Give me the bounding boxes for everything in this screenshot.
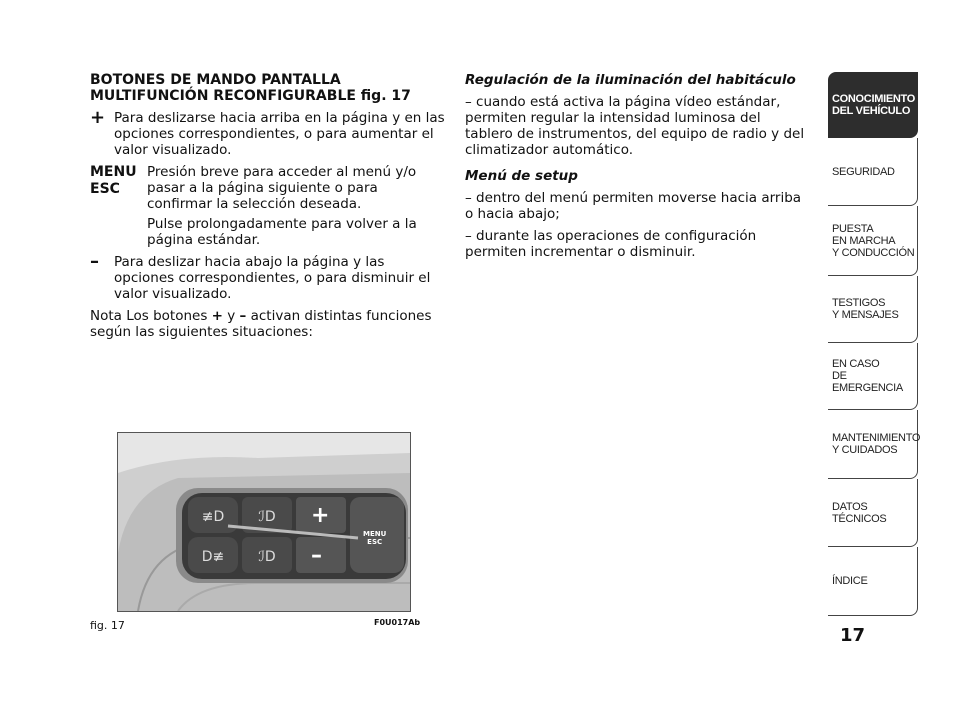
figure-menu-label: MENU [363, 530, 387, 538]
svg-text:≢D: ≢D [201, 509, 225, 525]
lighting-text: – cuando está activa la página vídeo estándar, permiten regular la intensidad luminosa del tablero de instrumentos, del equipo de radio y del climatizador automático. [465, 94, 805, 158]
figure-menu-esc-label [363, 530, 386, 546]
figure-17-illustration [117, 432, 411, 612]
tab-label-line: Y CONDUCCIÓN [832, 246, 915, 259]
tab-label-line: CONOCIMIENTO [832, 93, 915, 105]
tab-puesta-en-marcha[interactable] [828, 206, 918, 276]
menu-description [90, 164, 445, 212]
heading-line-2: MULTIFUNCIÓN RECONFIGURABLE fig. 17 [90, 88, 411, 104]
chapter-sidebar [828, 72, 921, 616]
heading-line-1: BOTONES DE MANDO PANTALLA [90, 72, 341, 88]
note-plus: + [211, 308, 223, 324]
setup-text-2: – durante las operaciones de configuración permiten incrementar o disminuir. [465, 228, 757, 260]
tab-label-line: Y MENSAJES [832, 309, 899, 321]
figure-code: F0U017Ab [374, 618, 421, 627]
plus-description [90, 107, 445, 158]
tab-label-line: SEGURIDAD [832, 165, 895, 178]
minus-description [90, 251, 445, 302]
tab-label-line: EN CASO [832, 358, 880, 370]
menu-text-1: Presión breve para acceder al menú y/o pasar a la página siguiente o para confirmar la selección deseada. [147, 164, 417, 212]
right-column [465, 72, 810, 266]
note-text-3: activan distintas funciones según las siguientes situaciones: [90, 308, 432, 340]
page-number: 17 [840, 625, 866, 646]
svg-text:ℐD: ℐD [258, 509, 276, 525]
menu-text-2: Pulse prolongadamente para volver a la página estándar. [147, 216, 417, 248]
figure-minus-button-label: – [311, 543, 322, 568]
tab-testigos[interactable] [828, 276, 918, 343]
subheading-lighting: Regulación de la iluminación del habitáculo [465, 72, 796, 88]
minus-symbol: – [90, 251, 99, 272]
tab-mantenimiento[interactable] [828, 410, 921, 479]
tab-conocimiento[interactable] [828, 72, 918, 138]
menu-esc-symbol [90, 164, 147, 212]
tab-emergencia[interactable] [828, 343, 918, 410]
tab-label-line: PUESTA [832, 222, 874, 235]
note-paragraph [90, 308, 445, 340]
dashboard-buttons-drawing [118, 433, 410, 611]
tab-label-line: DEL VEHÍCULO [832, 105, 911, 117]
menu-symbol-line1: MENU [90, 164, 137, 180]
plus-symbol: + [90, 107, 106, 128]
tab-seguridad[interactable] [828, 138, 918, 206]
figure-esc-label: ESC [367, 538, 383, 546]
note-text-1: Nota Los botones [90, 308, 212, 324]
tab-label-line: Y CUIDADOS [832, 444, 898, 456]
menu-symbol-line2: ESC [90, 181, 120, 197]
plus-text: Para deslizarse hacia arriba en la página y en las opciones correspondientes, o para aumentar el valor visualizado. [114, 110, 445, 158]
svg-text:D≢: D≢ [201, 549, 225, 565]
tab-label-line: EN MARCHA [832, 234, 896, 247]
figure-caption: fig. 17 [90, 619, 125, 632]
note-minus: – [239, 308, 247, 324]
note-text-2: y [222, 308, 240, 324]
left-column [90, 72, 445, 346]
tab-label-line: TESTIGOS [832, 297, 886, 309]
figure-plus-button-label: + [311, 503, 330, 528]
setup-text-1: – dentro del menú permiten moverse hacia arriba o hacia abajo; [465, 190, 802, 222]
subheading-setup: Menú de setup [465, 168, 578, 184]
tab-label-line: MANTENIMIENTO [832, 432, 921, 444]
minus-text: Para deslizar hacia abajo la página y las opciones correspondientes, o para disminuir el valor visualizado. [114, 254, 431, 302]
tab-label-line: DE EMERGENCIA [832, 370, 903, 394]
tab-datos-tecnicos[interactable] [828, 479, 918, 547]
tab-label-line: DATOS TÉCNICOS [832, 500, 887, 525]
tab-indice[interactable] [828, 547, 918, 616]
svg-text:ℐD: ℐD [258, 549, 276, 565]
section-heading [90, 72, 445, 104]
tab-label-line: ÍNDICE [832, 575, 868, 587]
